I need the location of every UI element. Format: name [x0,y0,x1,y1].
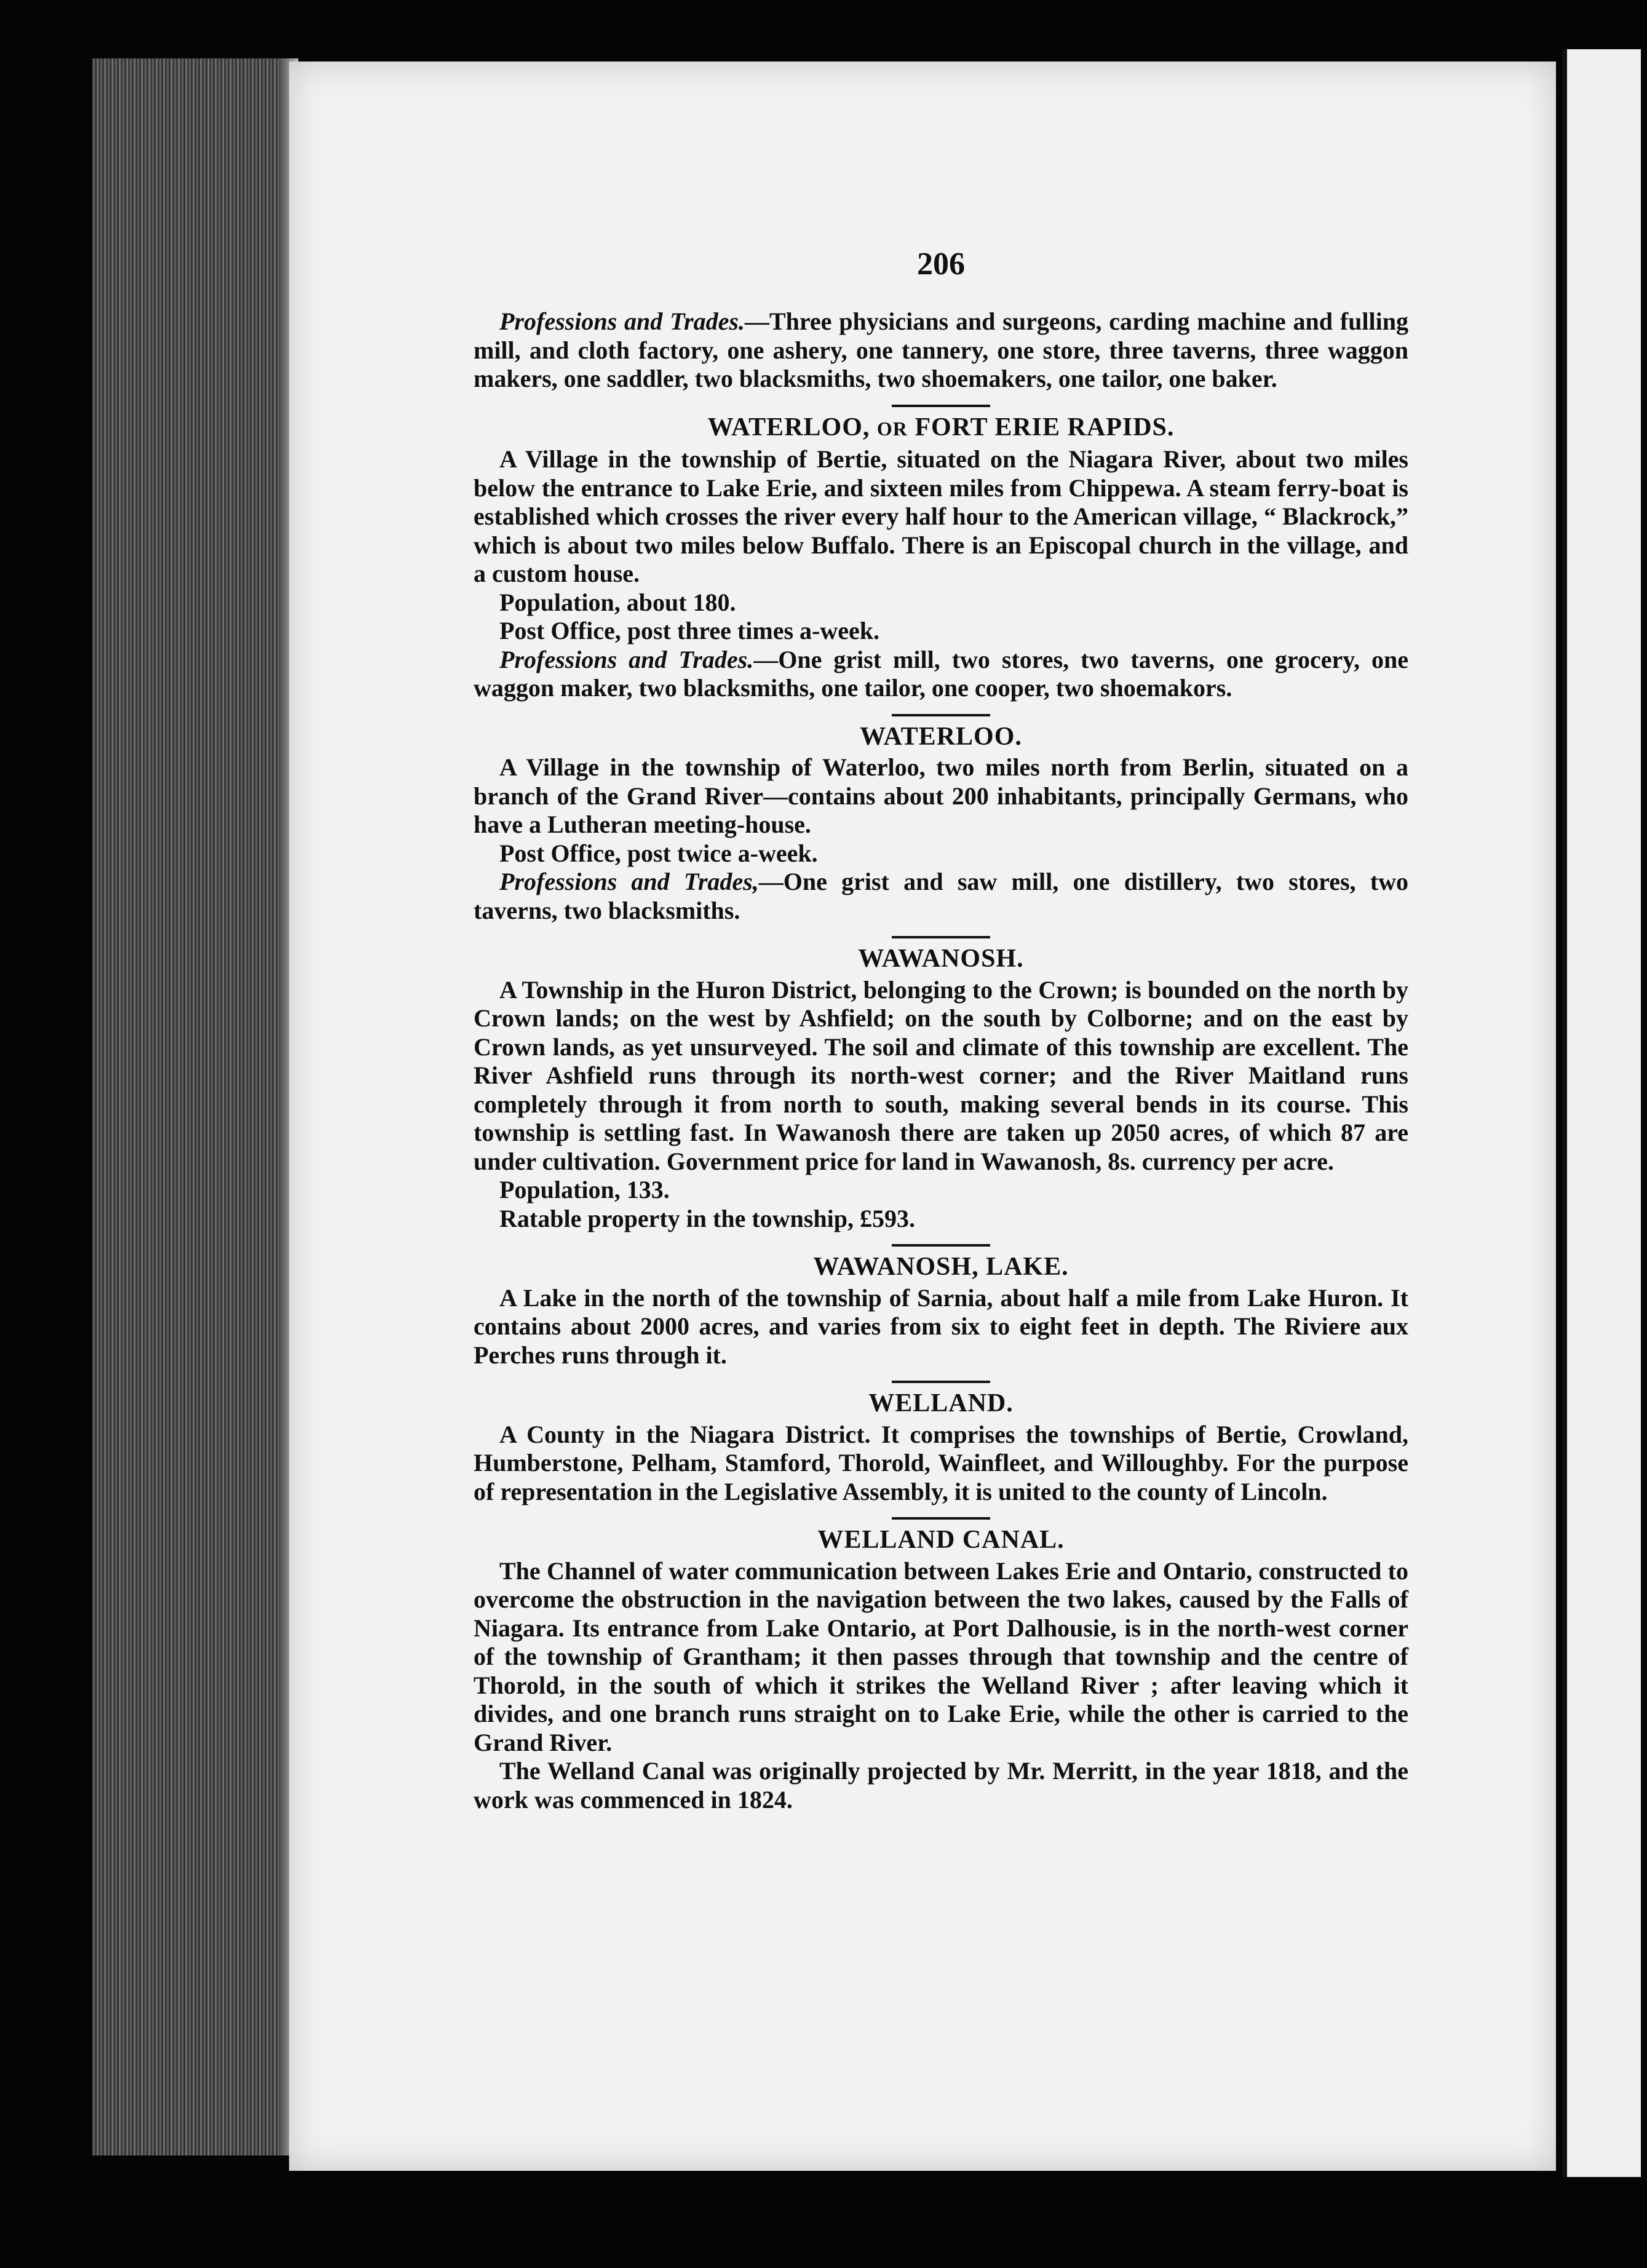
trades-label: Professions and Trades, [499,868,759,895]
entry-post-office: Post Office, post three times a-week. [499,617,879,644]
entry-body: A Village in the township of Bertie, situated on the Niagara River, about two miles below the entrance to Lake Erie, and sixteen miles from Chippewa. A steam ferry-boat is established which crosses the river every half hour to the American village, “ Blackrock,” which is about two miles below Buffalo. There is an Episcopal church in the village, and a custom house. [474,445,1408,587]
entry-body: A County in the Niagara District. It comprises the townships of Bertie, Crowland, Humberstone, Pelham, Stamford, Thorold, Wainfleet, and Willoughby. For the purpose of representation in the Legislative Assembly, it is united to the county of Lincoln. [474,1420,1408,1505]
entry-heading: WELLAND CANAL. [817,1526,1065,1554]
section-divider [892,1244,990,1247]
section-divider [892,936,990,938]
entry-heading: WATERLOO. [860,722,1022,751]
heading-or: OR [876,417,908,440]
intro-label: Professions and Trades. [499,307,745,335]
book-page [289,61,1556,2171]
intro-text: —Three physicians and surgeons, carding machine and fulling mill, and cloth factory, one ashery, one tannery, one store, three taverns, three waggon makers, one saddler, two blacksmiths, two shoemakers, one tailor, one baker. [474,307,1408,392]
heading-rest: FORT ERIE RAPIDS. [915,413,1175,442]
book-page-edges [92,58,298,2155]
entry-heading: WAWANOSH, LAKE. [813,1253,1069,1281]
entry-trades [474,646,1408,703]
entry-body: The Channel of water communication between Lakes Erie and Ontario, constructed to overcome the obstruction in the navigation between the two lakes, caused by the Falls of Niagara. Its entrance from Lake Ontario, at Port Dalhousie, is in the north-west corner of the township of Grantham; it then passes through that township and the centre of Thorold, in the south of which it strikes the Welland River ; after leaving which it divides, and one branch runs straight on to Lake Erie, while the other is carried to the Grand River. [474,1556,1408,1756]
trades-label: Professions and Trades. [499,645,754,673]
entry-body: A Village in the township of Waterloo, two miles north from Berlin, situated on a branch of the Grand River—contains about 200 inhabitants, principally Germans, who have a Lutheran meeting-house. [474,753,1408,838]
entry-post-office: Post Office, post twice a-week. [499,839,818,867]
entry-body-continued: The Welland Canal was originally projected by Mr. Merritt, in the year 1818, and the work was commenced in 1824. [474,1757,1408,1814]
entry-heading: WELLAND. [868,1389,1014,1418]
section-divider [892,405,990,407]
trades-text: —One grist mill, two stores, two taverns, one grocery, one waggon maker, two blacksmiths, one tailor, one cooper, two shoemakors. [474,645,1409,702]
section-divider [892,1517,990,1520]
trades-text: —One grist and saw mill, one distillery, two stores, two taverns, two blacksmiths. [474,868,1408,924]
entry-population: Population, about 180. [499,588,736,616]
page-number: 206 [917,247,965,282]
page-content [474,246,1408,1814]
section-divider [892,1381,990,1383]
section-divider [892,714,990,716]
entry-population: Population, 133. [499,1176,670,1203]
adjacent-page-edge [1562,49,1641,2177]
entry-heading [474,413,1408,443]
entry-trades [474,868,1408,925]
entry-ratable-property: Ratable property in the township, £593. [499,1204,915,1232]
intro-paragraph [474,307,1408,394]
entry-body: A Lake in the north of the township of Sarnia, about half a mile from Lake Huron. It contains about 2000 acres, and varies from six to eight feet in depth. The Riviere aux Perches runs through it. [474,1283,1408,1369]
heading-main: WATERLOO, [707,413,870,442]
entry-heading: WAWANOSH. [858,945,1024,973]
entry-body: A Township in the Huron District, belonging to the Crown; is bounded on the north by Crown lands; on the west by Ashfield; on the south by Colborne; and on the east by Crown lands, as yet unsurveyed. The soil and climate of this township are excellent. The River Ashfield runs through its north-west corner; and the River Maitland runs completely through it from north to south, making several bends in its course. This township is settling fast. In Wawanosh there are taken up 2050 acres, of which 87 are under cultivation. Government price for land in Wawanosh, 8s. currency per acre. [474,975,1408,1175]
